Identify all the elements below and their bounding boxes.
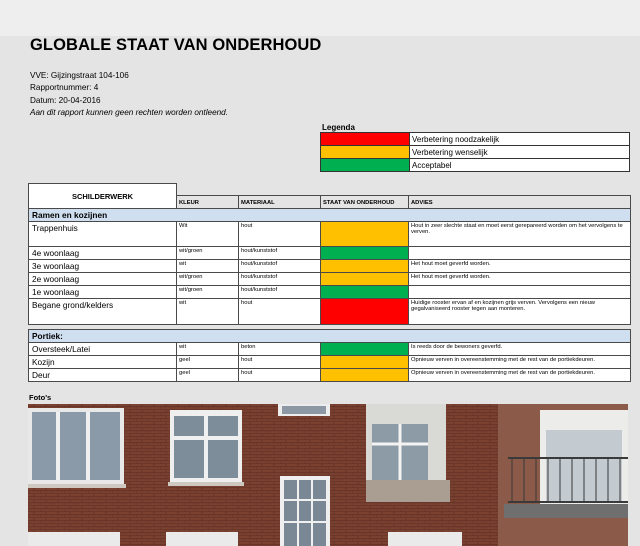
- row-advies: Hout in zeer slechte staat en moet eerst gerepareerd worden om het vervolgens te verven.: [409, 222, 631, 247]
- row-materiaal: beton: [239, 343, 321, 356]
- table-heading: SCHILDERWERK: [29, 184, 177, 209]
- row-advies: Huidige rooster ervan af en kozijnen grijs verven. Vervolgens een nieuw gegalvaniseerd rooster tegen aan monteren.: [409, 299, 631, 325]
- legend-label: Acceptabel: [410, 159, 630, 172]
- row-materiaal: hout: [239, 356, 321, 369]
- legend-row: [321, 133, 630, 146]
- legend-label: Verbetering wenselijk: [410, 146, 630, 159]
- row-advies: Is reeds door de bewoners geverfd.: [409, 343, 631, 356]
- row-status: [321, 369, 409, 382]
- row-status: [321, 286, 409, 299]
- table-row: [29, 273, 631, 286]
- section-row: [29, 209, 631, 222]
- section-row: [29, 330, 631, 343]
- row-advies: [409, 247, 631, 260]
- header-row-top: [29, 184, 631, 196]
- row-status: [321, 247, 409, 260]
- maintenance-table: [28, 183, 631, 382]
- table-row: [29, 299, 631, 325]
- section-heading: Portiek:: [29, 330, 631, 343]
- legend-row: [321, 146, 630, 159]
- column-header-advies: ADVIES: [409, 196, 631, 209]
- row-kleur: wit: [177, 260, 239, 273]
- row-status: [321, 299, 409, 325]
- building-photo: [28, 404, 628, 546]
- section-rows-ramen: [29, 222, 631, 325]
- row-name: Oversteek/Latei: [29, 343, 177, 356]
- table-row: [29, 260, 631, 273]
- fotos-title: Foto's: [29, 393, 52, 402]
- row-status: [321, 273, 409, 286]
- row-name: Begane grond/kelders: [29, 299, 177, 325]
- table-row: [29, 356, 631, 369]
- row-kleur: wit/groen: [177, 273, 239, 286]
- table-row: [29, 247, 631, 260]
- column-header-kleur: KLEUR: [177, 196, 239, 209]
- row-advies: Opnieuw verven in overeenstemming met de rest van de portiekdeuren.: [409, 369, 631, 382]
- legend-table: [320, 132, 630, 172]
- row-kleur: wit/groen: [177, 286, 239, 299]
- row-name: 3e woonlaag: [29, 260, 177, 273]
- header-spacer: [177, 184, 631, 196]
- row-name: 1e woonlaag: [29, 286, 177, 299]
- legend-row: [321, 159, 630, 172]
- column-header-staat: STAAT VAN ONDERHOUD: [321, 196, 409, 209]
- row-advies: Het hout moet geverfd worden.: [409, 273, 631, 286]
- vve-line: VVE: Gijzingstraat 104-106: [30, 71, 129, 80]
- top-bar: [0, 0, 640, 36]
- row-kleur: geel: [177, 369, 239, 382]
- table-row: [29, 369, 631, 382]
- row-advies: Het hout moet geverfd worden.: [409, 260, 631, 273]
- row-materiaal: hout/kunststof: [239, 247, 321, 260]
- row-name: Deur: [29, 369, 177, 382]
- row-status: [321, 356, 409, 369]
- table-row: [29, 343, 631, 356]
- table-row: [29, 222, 631, 247]
- report-meta: [30, 70, 228, 120]
- row-materiaal: hout/kunststof: [239, 286, 321, 299]
- row-kleur: wit: [177, 299, 239, 325]
- rapportnummer-line: Rapportnummer: 4: [30, 83, 99, 93]
- section-heading: Ramen en kozijnen: [29, 209, 631, 222]
- row-name: Trappenhuis: [29, 222, 177, 247]
- table-row: [29, 286, 631, 299]
- row-status: [321, 343, 409, 356]
- row-name: 4e woonlaag: [29, 247, 177, 260]
- legend-swatch-orange: [321, 146, 410, 159]
- row-advies: [409, 286, 631, 299]
- row-materiaal: hout: [239, 299, 321, 325]
- row-materiaal: hout: [239, 369, 321, 382]
- row-kleur: geel: [177, 356, 239, 369]
- row-kleur: wit: [177, 343, 239, 356]
- column-header-materiaal: MATERIAAL: [239, 196, 321, 209]
- legend-swatch-red: [321, 133, 410, 146]
- datum-line: Datum: 20-04-2016: [30, 95, 101, 105]
- row-materiaal: hout/kunststof: [239, 273, 321, 286]
- row-kleur: Wit: [177, 222, 239, 247]
- section-rows-portiek: [29, 343, 631, 382]
- row-materiaal: hout: [239, 222, 321, 247]
- row-name: Kozijn: [29, 356, 177, 369]
- legend-title: Legenda: [322, 123, 355, 132]
- disclaimer-line: Aan dit rapport kunnen geen rechten worden ontleend.: [30, 108, 229, 118]
- row-materiaal: hout/kunststof: [239, 260, 321, 273]
- row-status: [321, 222, 409, 247]
- legend-label: Verbetering noodzakelijk: [410, 133, 630, 146]
- row-advies: Opnieuw verven in overeenstemming met de rest van de portiekdeuren.: [409, 356, 631, 369]
- row-kleur: wit/groen: [177, 247, 239, 260]
- legend-swatch-green: [321, 159, 410, 172]
- report-title: GLOBALE STAAT VAN ONDERHOUD: [30, 36, 322, 54]
- row-name: 2e woonlaag: [29, 273, 177, 286]
- row-status: [321, 260, 409, 273]
